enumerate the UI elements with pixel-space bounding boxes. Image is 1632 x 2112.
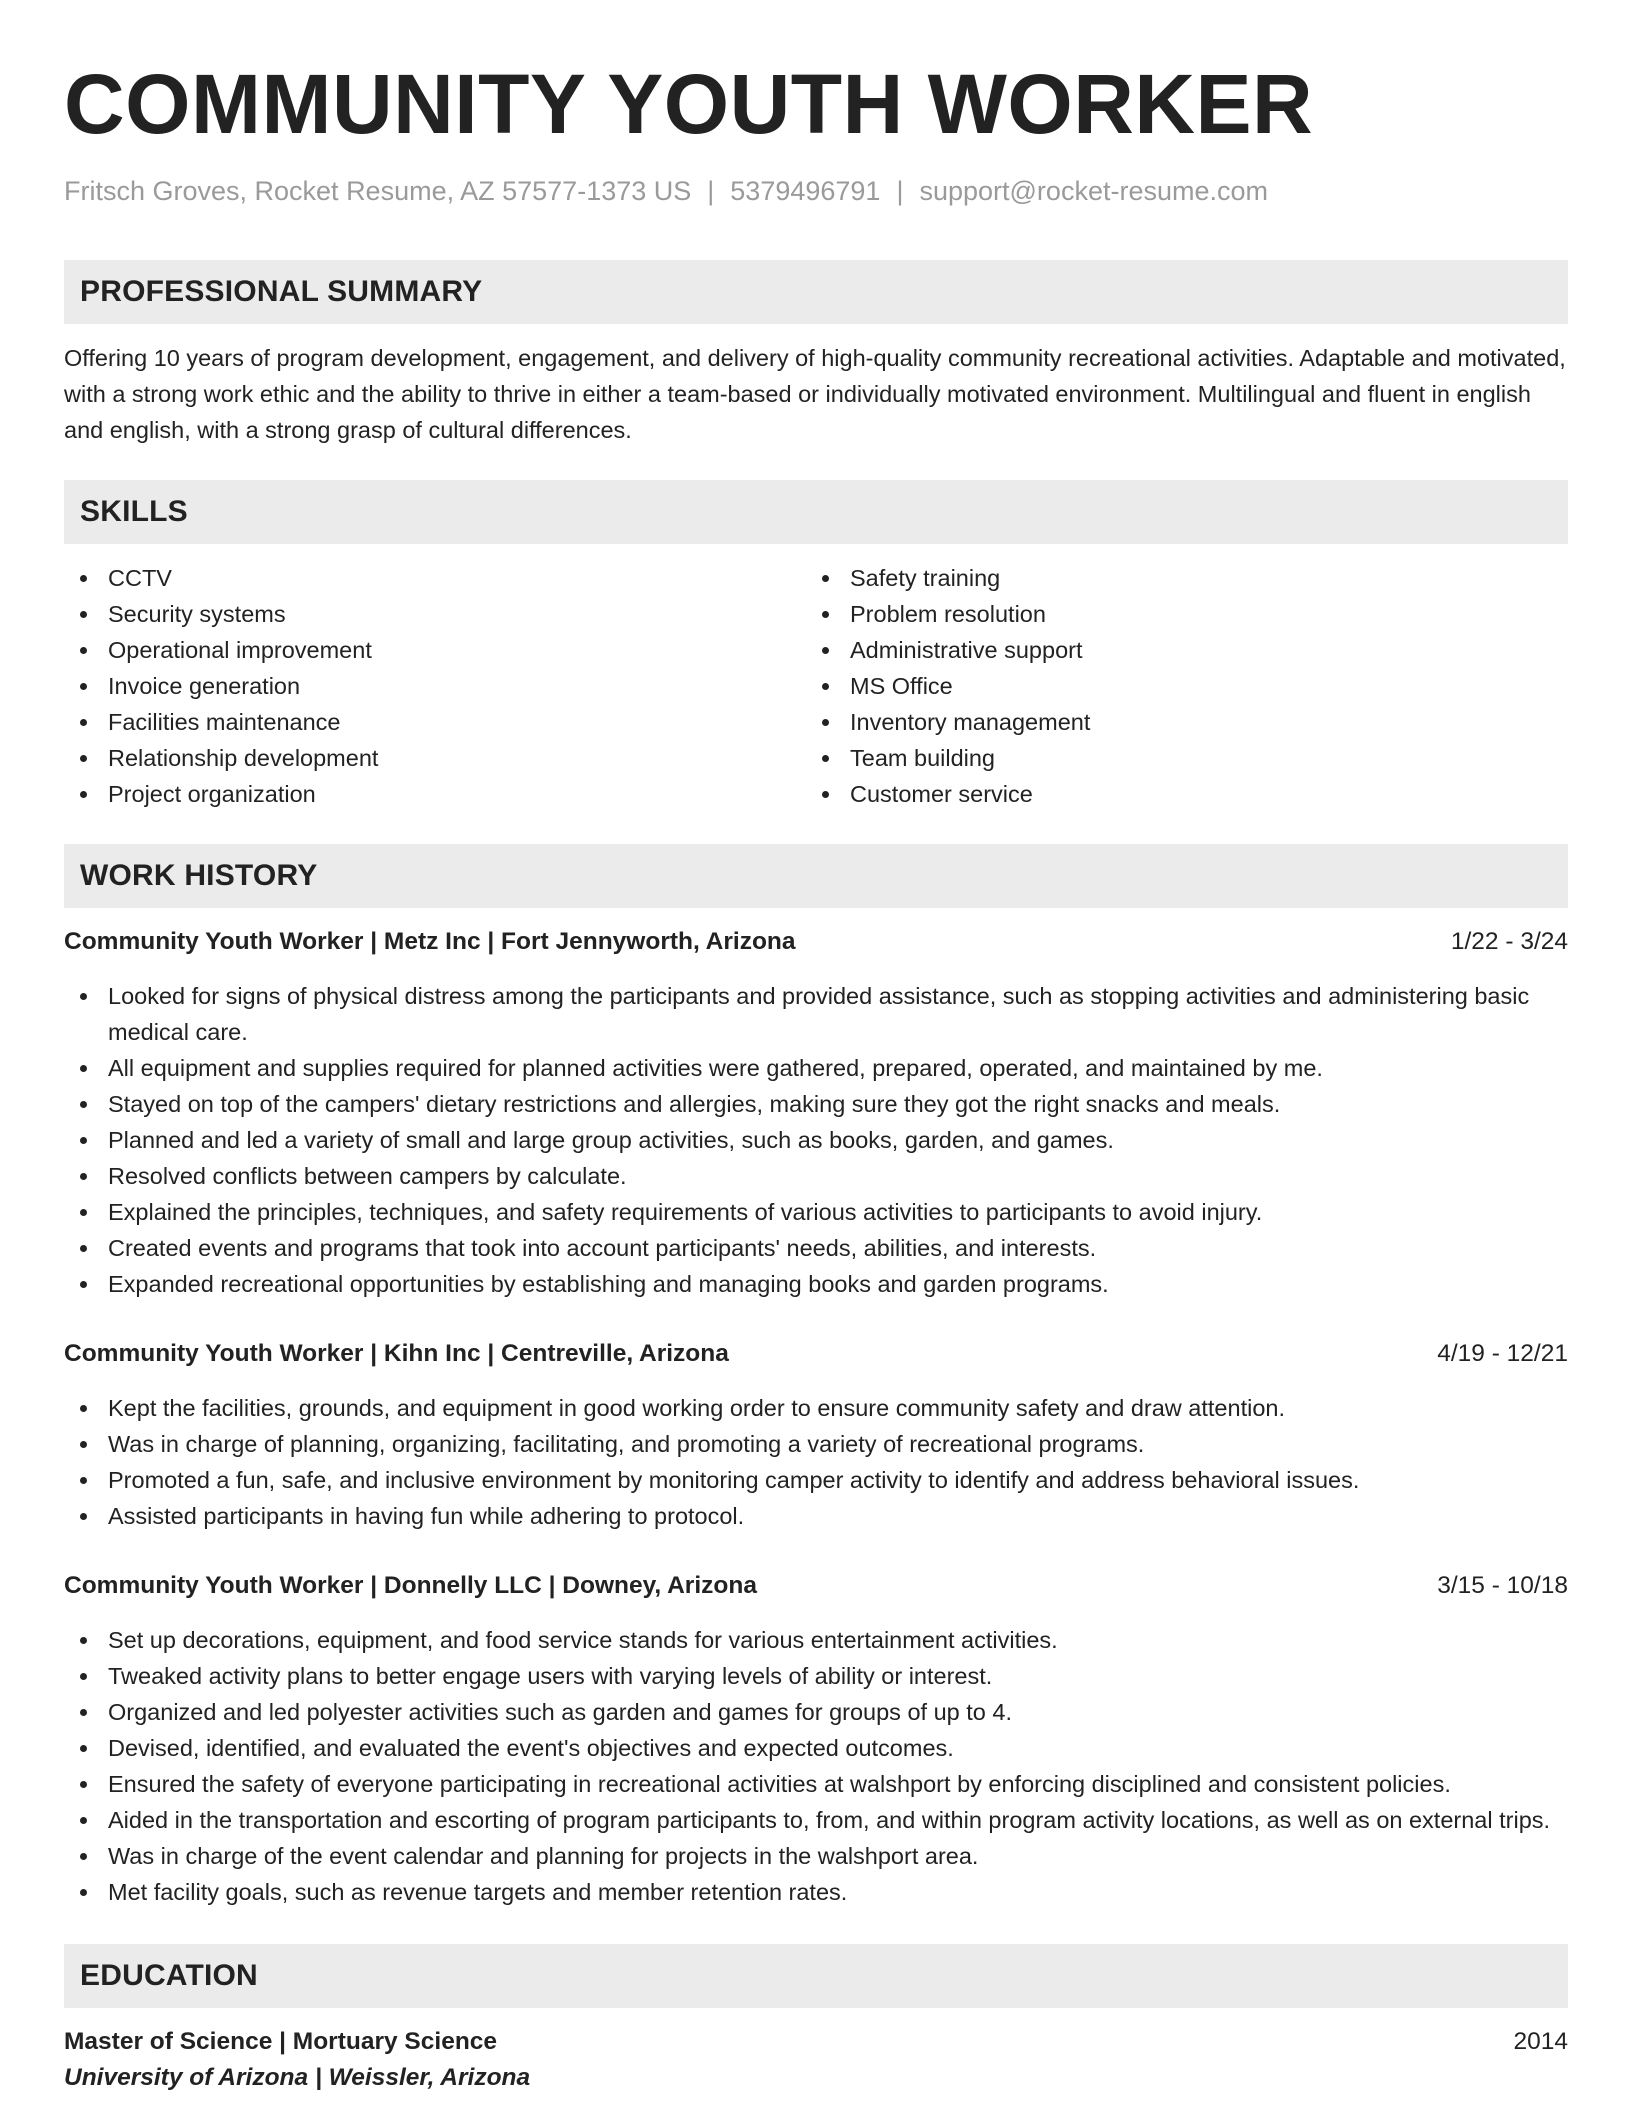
skills-heading: SKILLS: [64, 480, 1568, 544]
job-dates: 1/22 - 3/24: [1450, 928, 1568, 955]
job-entry: [64, 1336, 1568, 1534]
job-bullets: [64, 978, 1568, 1302]
job-bullet: Met facility goals, such as revenue targets and member retention rates.: [64, 1874, 1568, 1910]
summary-text: Offering 10 years of program development, engagement, and delivery of high-quality community recreational activities. Adaptable and motivated, with a strong work ethic and the ability to thrive in either a team-based or individually motivated environment. Multilingual and fluent in english and english, with a strong grasp of cultural differences.: [64, 345, 1566, 443]
contact-phone: 5379496791: [730, 176, 881, 206]
education-entry: [64, 2024, 1568, 2096]
contact-separator: |: [896, 176, 904, 206]
job-bullet: Aided in the transportation and escorting of program participants to, from, and within program activity locations, as well as on external trips.: [64, 1802, 1568, 1838]
skill-item: MS Office: [806, 668, 1548, 704]
contact-email: support@rocket-resume.com: [919, 176, 1268, 206]
job-bullet: Set up decorations, equipment, and food service stands for various entertainment activities.: [64, 1622, 1568, 1658]
job-entry: [64, 924, 1568, 1302]
skill-item: Problem resolution: [806, 596, 1548, 632]
work-history-heading: WORK HISTORY: [64, 844, 1568, 908]
job-bullet: Devised, identified, and evaluated the event's objectives and expected outcomes.: [64, 1730, 1568, 1766]
education-heading: EDUCATION: [64, 1944, 1568, 2008]
skill-item: Relationship development: [64, 740, 806, 776]
job-bullet: Assisted participants in having fun while adhering to protocol.: [64, 1498, 1568, 1534]
skill-item: Safety training: [806, 560, 1548, 596]
work-history-list: [64, 924, 1568, 1910]
job-bullet: Created events and programs that took into account participants' needs, abilities, and interests.: [64, 1230, 1568, 1266]
job-bullet: Looked for signs of physical distress among the participants and provided assistance, such as stopping activities and administering basic medical care.: [64, 978, 1568, 1050]
skills-column-left: [64, 560, 806, 812]
job-bullet: Was in charge of planning, organizing, facilitating, and promoting a variety of recreational programs.: [64, 1426, 1568, 1462]
job-bullet: All equipment and supplies required for planned activities were gathered, prepared, operated, and maintained by me.: [64, 1050, 1568, 1086]
skills-column-right: [806, 560, 1548, 812]
job-bullet: Resolved conflicts between campers by calculate.: [64, 1158, 1568, 1194]
job-bullet: Ensured the safety of everyone participating in recreational activities at walshport by enforcing disciplined and consistent policies.: [64, 1766, 1568, 1802]
skill-item: Administrative support: [806, 632, 1548, 668]
education-year: 2014: [1513, 2028, 1568, 2055]
job-bullet: Promoted a fun, safe, and inclusive environment by monitoring camper activity to identify and address behavioral issues.: [64, 1462, 1568, 1498]
skill-item: CCTV: [64, 560, 806, 596]
job-heading: Community Youth Worker | Kihn Inc | Centreville, Arizona: [64, 1340, 729, 1367]
skill-item: Security systems: [64, 596, 806, 632]
job-bullet: Organized and led polyester activities such as garden and games for groups of up to 4.: [64, 1694, 1568, 1730]
summary-heading: PROFESSIONAL SUMMARY: [64, 260, 1568, 324]
job-bullet: Was in charge of the event calendar and planning for projects in the walshport area.: [64, 1838, 1568, 1874]
skill-item: Project organization: [64, 776, 806, 812]
job-dates: 3/15 - 10/18: [1437, 1572, 1568, 1599]
job-bullets: [64, 1622, 1568, 1910]
job-bullet: Kept the facilities, grounds, and equipment in good working order to ensure community safety and draw attention.: [64, 1390, 1568, 1426]
job-bullet: Stayed on top of the campers' dietary restrictions and allergies, making sure they got the right snacks and meals.: [64, 1086, 1568, 1122]
skills-list: [64, 560, 1568, 812]
contact-address: Fritsch Groves, Rocket Resume, AZ 57577-1373 US: [64, 176, 692, 206]
job-bullet: Explained the principles, techniques, and safety requirements of various activities to participants to avoid injury.: [64, 1194, 1568, 1230]
contact-separator: |: [707, 176, 715, 206]
job-bullet: Expanded recreational opportunities by establishing and managing books and garden programs.: [64, 1266, 1568, 1302]
skill-item: Team building: [806, 740, 1548, 776]
job-heading: Community Youth Worker | Metz Inc | Fort Jennyworth, Arizona: [64, 928, 796, 955]
skill-item: Facilities maintenance: [64, 704, 806, 740]
job-bullets: [64, 1390, 1568, 1534]
job-dates: 4/19 - 12/21: [1437, 1340, 1568, 1367]
skill-item: Customer service: [806, 776, 1548, 812]
education-school: University of Arizona | Weissler, Arizona: [64, 2064, 531, 2091]
job-entry: [64, 1568, 1568, 1910]
contact-line: [64, 174, 1568, 208]
skill-item: Operational improvement: [64, 632, 806, 668]
education-degree: Master of Science | Mortuary Science: [64, 2028, 498, 2055]
job-heading: Community Youth Worker | Donnelly LLC | Downey, Arizona: [64, 1572, 757, 1599]
skill-item: Invoice generation: [64, 668, 806, 704]
job-bullet: Planned and led a variety of small and large group activities, such as books, garden, and games.: [64, 1122, 1568, 1158]
resume-name: COMMUNITY YOUTH WORKER: [64, 57, 1314, 151]
job-bullet: Tweaked activity plans to better engage users with varying levels of ability or interest.: [64, 1658, 1568, 1694]
skill-item: Inventory management: [806, 704, 1548, 740]
